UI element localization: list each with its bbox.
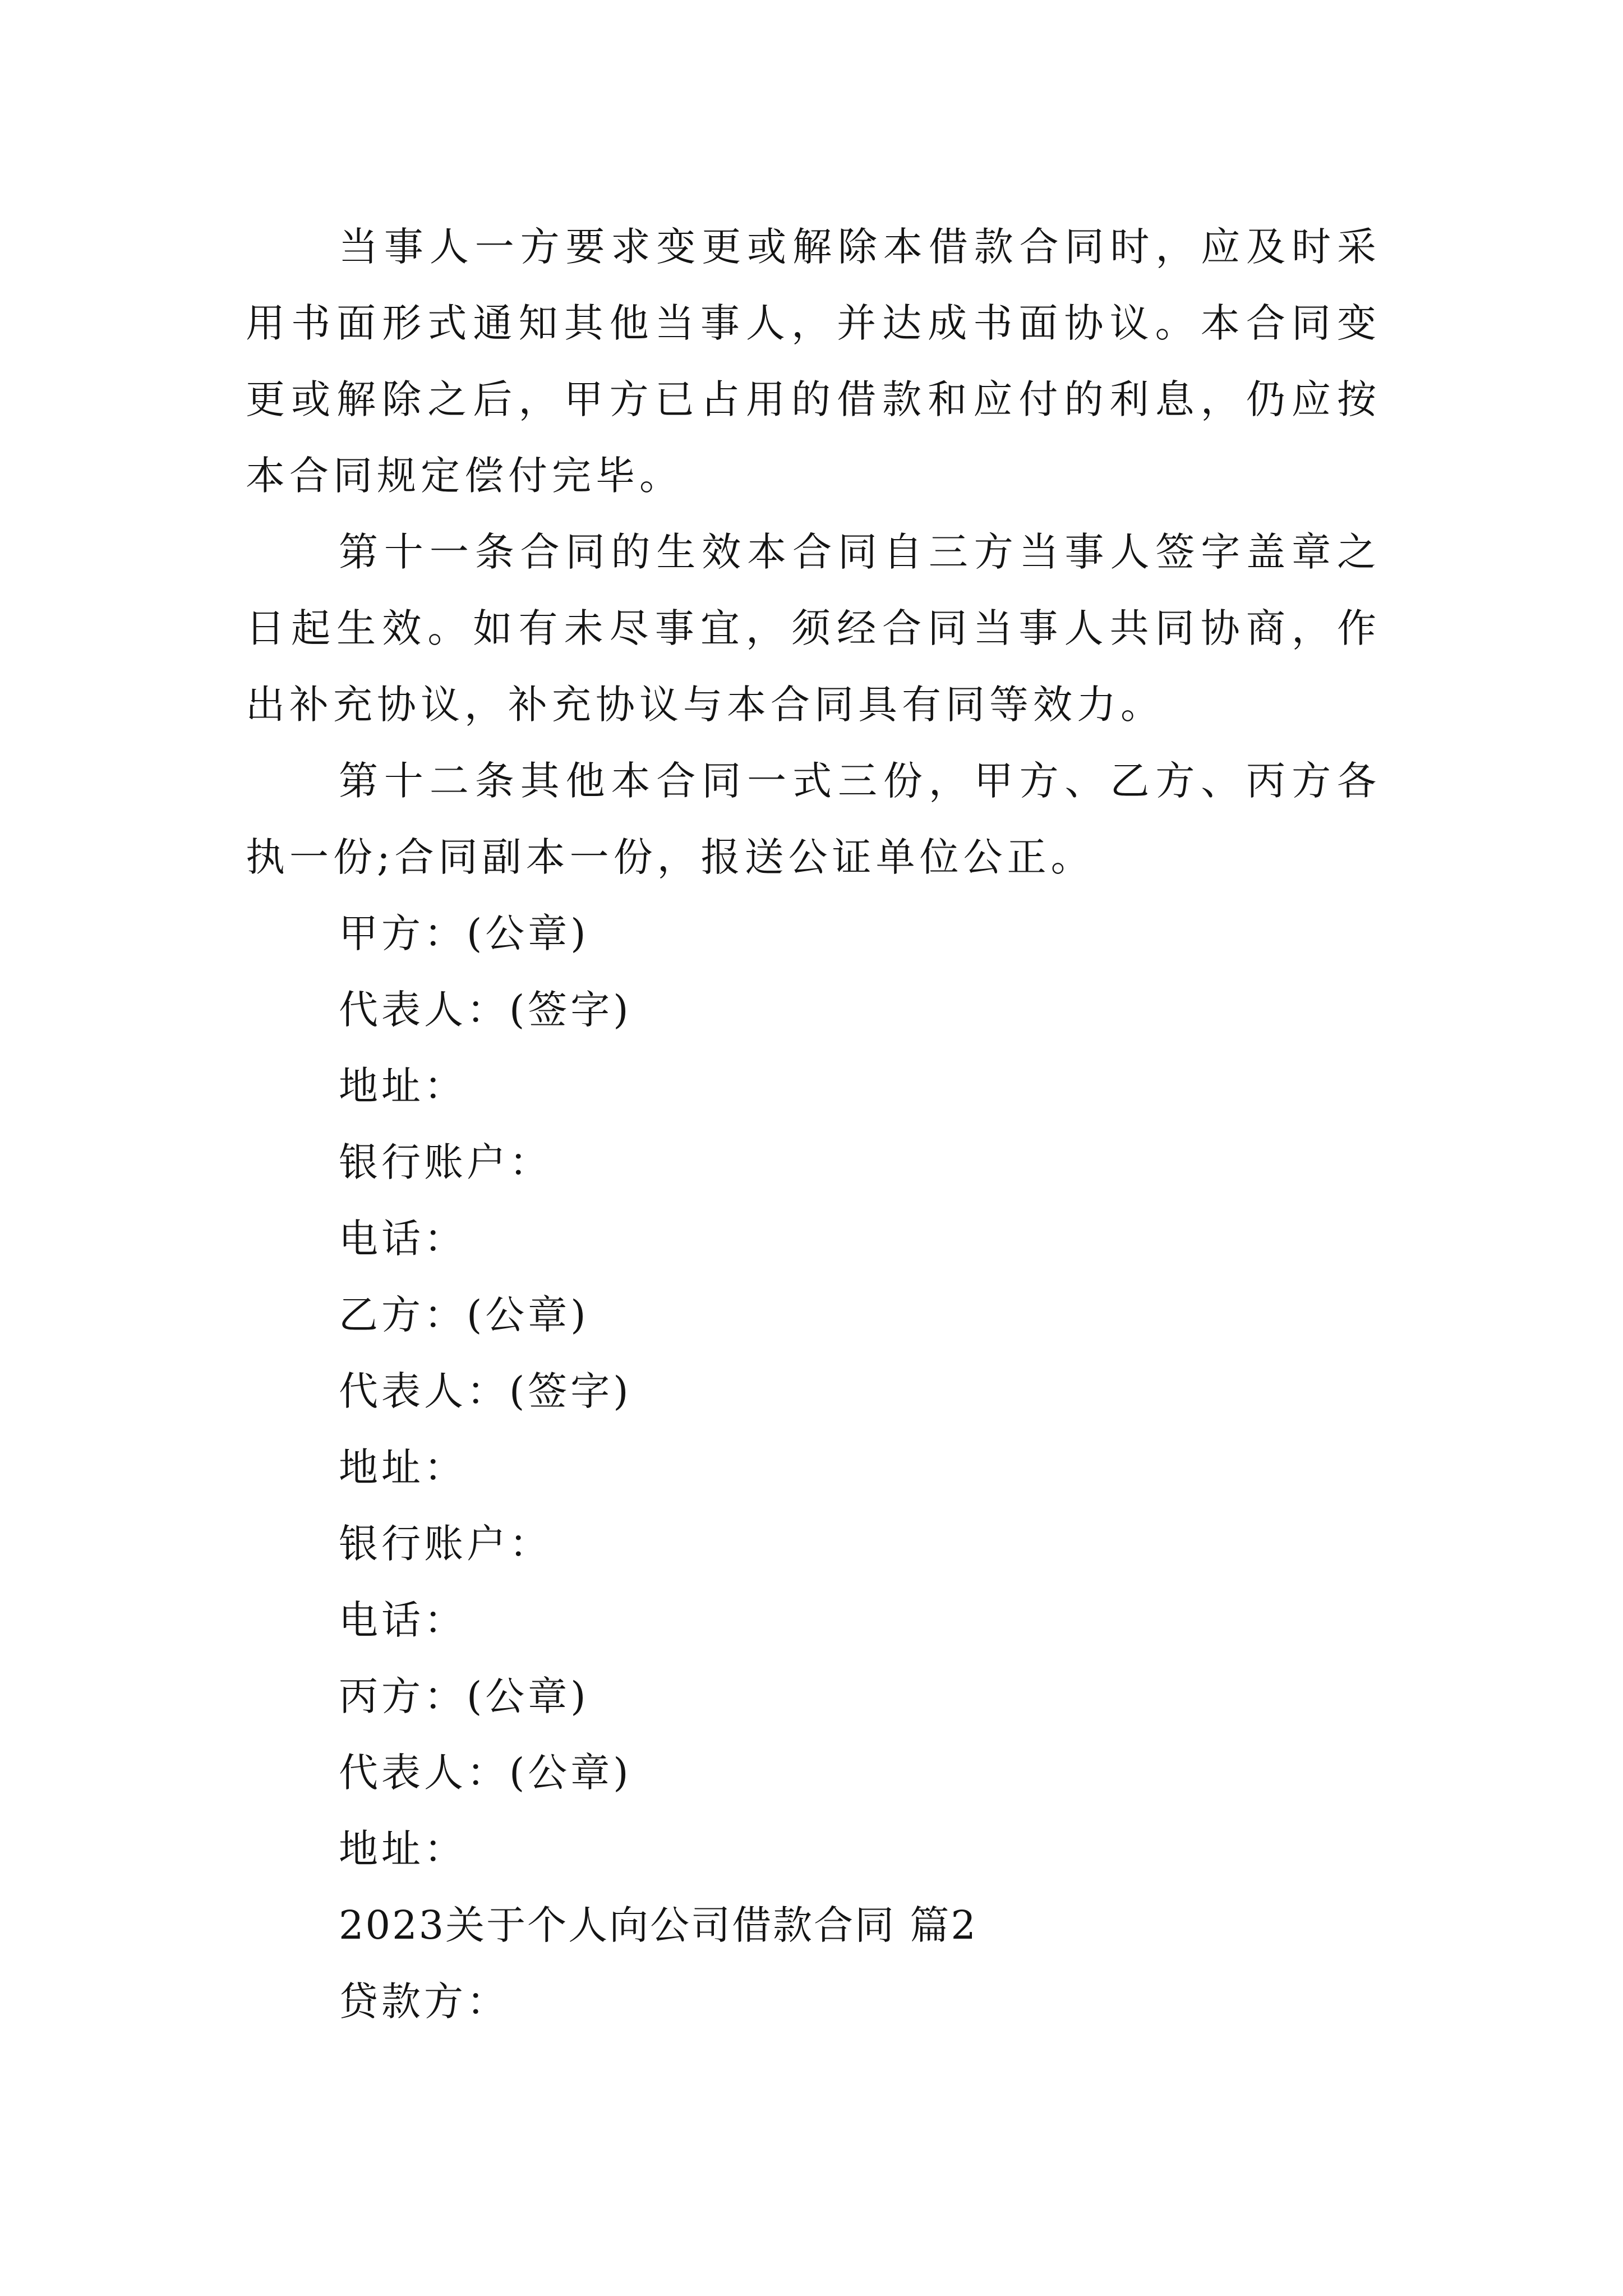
party-c-address: 地址： (339, 1826, 467, 1872)
party-b-address: 地址： (339, 1444, 467, 1490)
party-a-phone: 电话： (339, 1216, 467, 1262)
party-c-seal: 丙方：(公章) (339, 1673, 589, 1719)
party-a-bank-account: 银行账户： (339, 1139, 552, 1185)
party-b-phone: 电话： (339, 1597, 467, 1643)
signature-block (246, 895, 1381, 1887)
party-c-representative: 代表人：(公章) (339, 1750, 632, 1796)
party-b-representative: 代表人：(签字) (339, 1368, 632, 1414)
party-a-representative: 代表人：(签字) (339, 987, 632, 1033)
paragraph-article-12-other: 第十二条其他本合同一式三份，甲方、乙方、丙方各执一份;合同副本一份，报送公证单位公正。 (246, 758, 1381, 880)
party-b-bank-account: 银行账户： (339, 1521, 552, 1567)
party-a-address: 地址： (339, 1063, 467, 1109)
paragraph-article-11-effectiveness: 第十一条合同的生效本合同自三方当事人签字盖章之日起生效。如有未尽事宜，须经合同当事人共同协商，作出补充协议，补充协议与本合同具有同等效力。 (246, 529, 1381, 728)
party-b-seal: 乙方：(公章) (339, 1292, 589, 1338)
next-section-title: 2023关于个人向公司借款合同 篇2 (339, 1902, 978, 1948)
party-a-seal: 甲方：(公章) (339, 910, 589, 956)
document-body (246, 209, 1381, 2040)
lender-label: 贷款方： (339, 1978, 509, 2024)
paragraph-contract-modification: 当事人一方要求变更或解除本借款合同时，应及时采用书面形式通知其他当事人，并达成书面协议。本合同变更或解除之后，甲方已占用的借款和应付的利息，仍应按本合同规定偿付完毕。 (246, 224, 1381, 499)
